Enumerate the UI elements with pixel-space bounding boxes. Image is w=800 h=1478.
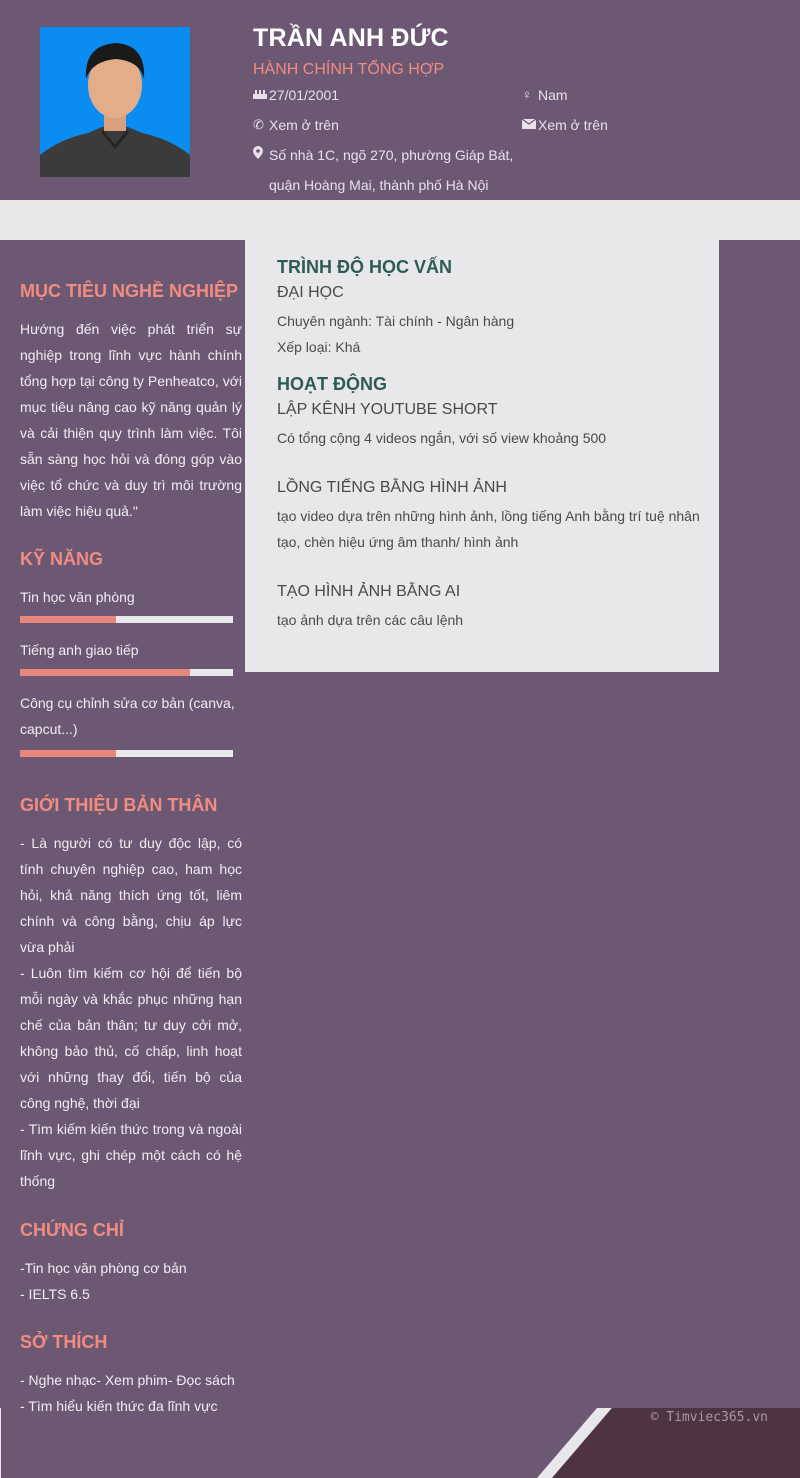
education-degree: ĐẠI HỌC <box>277 284 344 301</box>
about-title: GIỚI THIỆU BẢN THÂN <box>20 795 218 815</box>
email-row <box>522 110 608 140</box>
address-line-1: Số nhà 1C, ngõ 270, phường Giáp Bát, <box>269 147 514 163</box>
gender-icon: ♀ <box>522 87 532 102</box>
header-divider-band <box>0 200 800 240</box>
skill-bar <box>20 750 233 757</box>
skill-label: Công cụ chỉnh sửa cơ bản (canva, capcut...) <box>20 695 235 737</box>
portrait-image <box>40 27 190 177</box>
activity-desc: Có tổng cộng 4 videos ngắn, với số view khoảng 500 <box>277 430 607 446</box>
address-row <box>253 140 513 200</box>
objective-text: Hướng đến việc phát triển sự nghiệp trong lĩnh vực hành chính tổng hợp tại công ty Penheatco, với mục tiêu nâng cao kỹ năng quản lý và cải thiện quy trình làm việc. Tôi sẵn sàng học hỏi và đóng góp vào việc tổ chức và duy trì môi trường làm việc hiệu quả." <box>20 321 242 519</box>
skill-label: Tin học văn phòng <box>20 589 135 605</box>
gender-row <box>522 80 568 110</box>
certificate-item: - IELTS 6.5 <box>20 1286 90 1302</box>
activity-desc: tạo ảnh dựa trên các câu lệnh <box>277 612 464 628</box>
activity-name: LỒNG TIẾNG BẰNG HÌNH ẢNH <box>277 479 507 496</box>
gender-value: Nam <box>538 87 568 103</box>
envelope-icon <box>522 110 538 140</box>
objective-title: MỤC TIÊU NGHỀ NGHIỆP <box>20 281 239 301</box>
education-title: TRÌNH ĐỘ HỌC VẤN <box>277 257 452 277</box>
sidebar <box>20 240 242 1419</box>
education-major: Chuyên ngành: Tài chính - Ngân hàng <box>277 313 515 329</box>
profile-photo <box>40 27 190 177</box>
skill-item <box>20 637 242 676</box>
activities-title: HOẠT ĐỘNG <box>277 374 387 394</box>
dob-row <box>253 80 339 110</box>
activity-desc: tạo video dựa trên những hình ảnh, lồng tiếng Anh bằng trí tuệ nhân tạo, chèn hiệu ứng âm thanh/ hình ảnh <box>277 508 700 550</box>
dob-value: 27/01/2001 <box>269 87 340 103</box>
email-value: Xem ở trên <box>538 117 608 133</box>
main-panel <box>245 240 719 672</box>
about-paragraph: - Luôn tìm kiếm cơ hội để tiến bộ mỗi ngày và khắc phục những hạn chế của bản thân; tư duy cởi mở, không bảo thủ, cố chấp, linh hoạt với những thay đổi, tiến bộ của công nghệ, thời đại <box>20 965 242 1111</box>
skill-item <box>20 584 242 623</box>
about-paragraph: - Là người có tư duy độc lập, có tính chuyên nghiệp cao, ham học hỏi, khả năng thích ứng tốt, liêm chính và công bằng, chịu áp lực vừa phải <box>20 835 242 955</box>
hobbies-title: SỞ THÍCH <box>20 1332 108 1352</box>
address-line-2: quận Hoàng Mai, thành phố Hà Nội <box>269 177 489 193</box>
skill-item <box>20 690 242 757</box>
skill-bar <box>20 616 233 623</box>
hobbies-text: - Nghe nhạc- Xem phim- Đọc sách - Tìm hiểu kiến thức đa lĩnh vực <box>20 1372 235 1414</box>
skill-bar <box>20 669 233 676</box>
certificate-item: -Tin học văn phòng cơ bản <box>20 1260 187 1276</box>
activity-name: TẠO HÌNH ẢNH BẰNG AI <box>277 583 461 600</box>
cv-header <box>0 0 800 200</box>
watermark: © Timviec365.vn <box>650 1410 768 1425</box>
education-rank: Xếp loại: Khá <box>277 339 361 355</box>
skill-label: Tiếng anh giao tiếp <box>20 642 139 658</box>
job-title: HÀNH CHÍNH TỔNG HỢP <box>253 61 445 78</box>
candidate-name: TRẦN ANH ĐỨC <box>253 24 449 52</box>
certificates-title: CHỨNG CHỈ <box>20 1220 124 1240</box>
birthday-cake-icon <box>253 80 269 110</box>
phone-icon: ✆ <box>253 117 264 132</box>
about-paragraph: - Tìm kiếm kiến thức trong và ngoài lĩnh vực, ghi chép một cách có hệ thống <box>20 1121 242 1189</box>
skills-title: KỸ NĂNG <box>20 549 104 569</box>
skill-bar-fill <box>20 750 116 757</box>
activity-name: LẬP KÊNH YOUTUBE SHORT <box>277 401 498 418</box>
phone-value: Xem ở trên <box>269 117 339 133</box>
skill-bar-fill <box>20 669 190 676</box>
phone-row <box>253 110 339 140</box>
skill-bar-fill <box>20 616 116 623</box>
map-pin-icon <box>253 140 269 170</box>
